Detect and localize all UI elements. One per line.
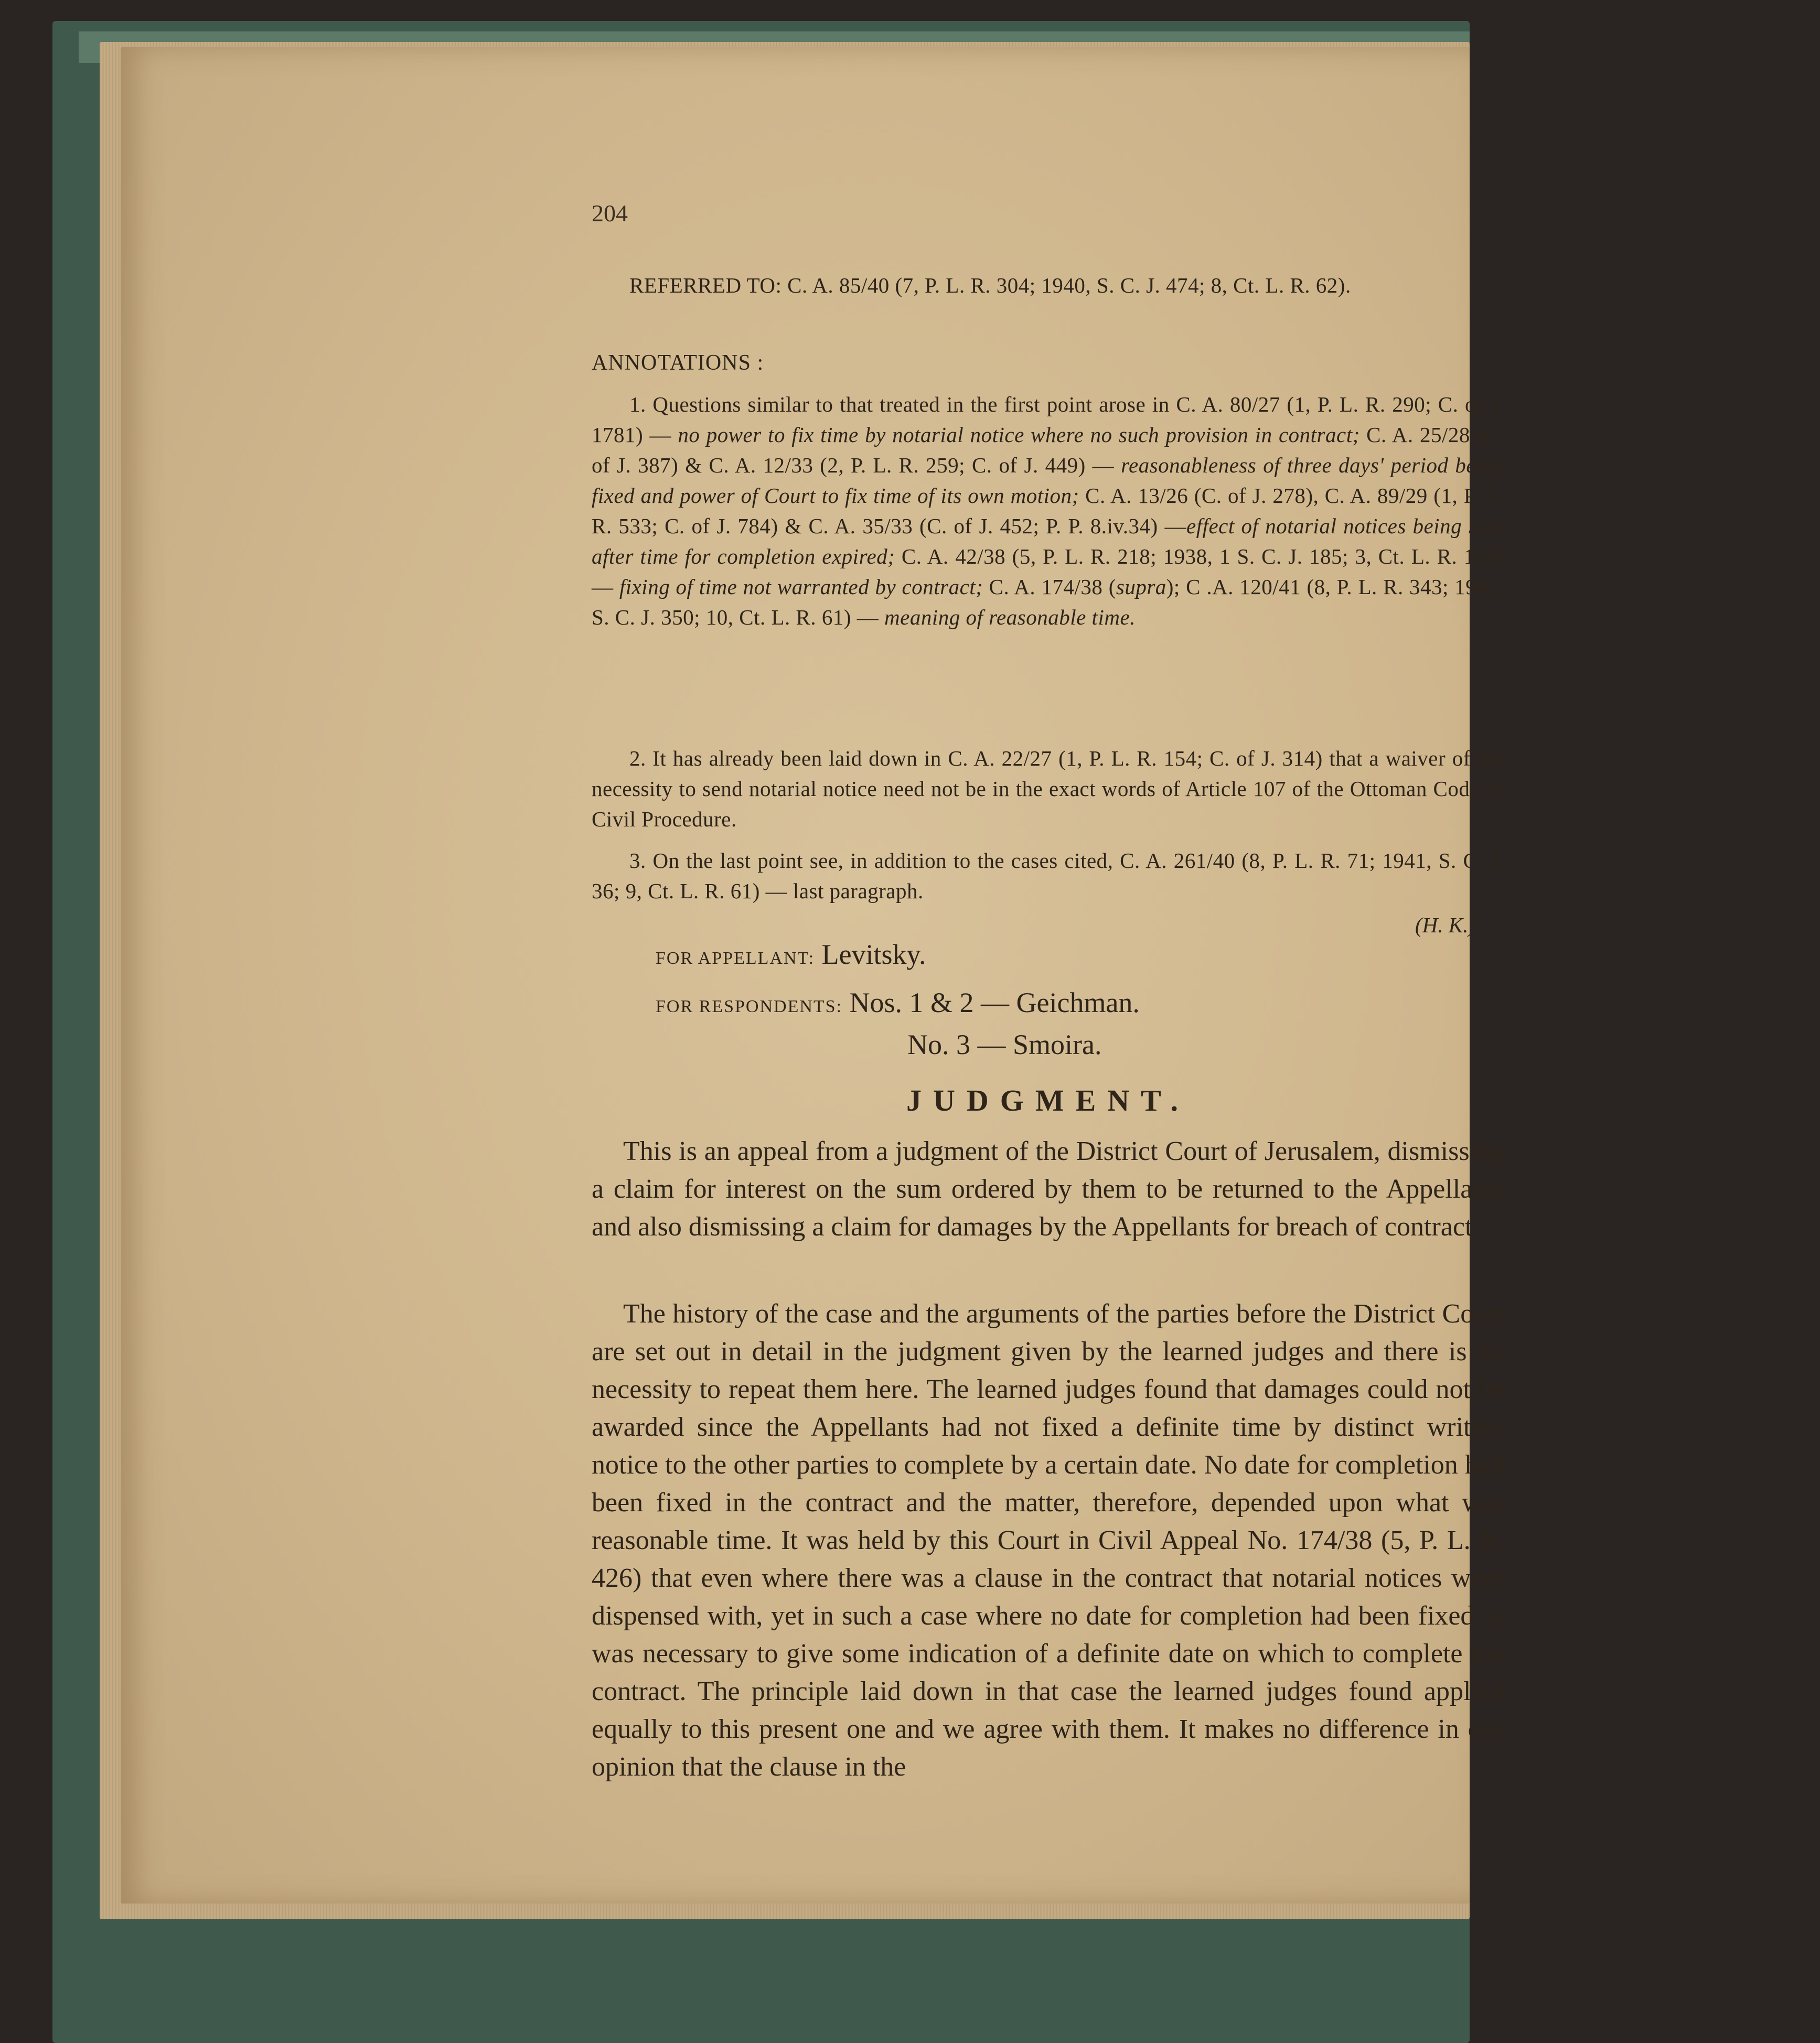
counsel-appellant	[656, 933, 1568, 980]
annotation-1	[592, 389, 1504, 632]
annotation-1-italic: reasonableness of three days' period being fixed and power of Court to fix time of its own motion;	[592, 453, 1505, 508]
annotation-2: 2. It has already been laid down in C. A. 22/27 (1, P. L. R. 154; C. of J. 314) that a waiver of the necessity to send notarial notice need not be in the exact words of Article 107 of the Ottoman Code of Civil Procedure.	[592, 746, 1504, 831]
counsel-appellant-name: Levitsky.	[821, 939, 926, 970]
counsel-respondents-line2: No. 3 — Smoira.	[907, 1029, 1102, 1060]
counsel-respondents	[656, 982, 1568, 1028]
annotation-1-text: ); C .A. 120/41 (8, P. L. R. 343; 1941, S. C. J. 350; 10, Ct. L. R. 61) —	[592, 575, 1504, 629]
page-number: 204	[592, 200, 628, 227]
editor-initials: (H. K.)	[1415, 913, 1475, 937]
book-page	[121, 47, 1505, 1904]
annotation-1-text: C. A. 174/38 (	[983, 575, 1116, 599]
annotation-1-italic: fixing of time not warranted by contract;	[619, 575, 983, 599]
counsel-respondents-label: FOR RESPONDENTS:	[656, 997, 843, 1016]
judgment-paragraph-2: The history of the case and the arguments of the parties before the District Court are set out in detail in the judgment given by the learned judges and there is no necessity to repeat them here. The learned judges found that damages could not be awarded since the Appellants had not fixed a definite time by distinct written notice to the other parties to complete by a certain date. No date for completion had been fixed in the contract and the matter, therefore, depended upon what was reasonable time. It was held by this Court in Civil Appeal No. 174/38 (5, P. L. R. 426) that even where there was a clause in the contract that notarial notices were dispensed with, yet in such a case where no date for completion had been fixed, it was necessary to give some indication of a definite date on which to complete the contract. The principle laid down in that case the learned judges found applied equally to this present one and we agree with them. It makes no difference in our opinion that the clause in the	[592, 1299, 1504, 1782]
annotation-1-text: C. A. 42/38 (5, P. L. R. 218; 1938, 1 S. C. J. 185; 3, Ct. L. R. 165) —	[592, 544, 1504, 599]
annotation-1-italic: meaning of reasonable time.	[884, 605, 1136, 629]
annotations-heading: ANNOTATIONS :	[592, 351, 764, 375]
annotation-1-italic: effect of notarial notices being sent after time for completion expired;	[592, 514, 1504, 568]
annotation-1-text: 1. Questions similar to that treated in the first point arose in C. A. 80/27 (1, P. L. R. 290; C. of J. 1781) —	[592, 392, 1504, 447]
counsel-appellant-label: FOR APPELLANT:	[656, 949, 815, 968]
judgment-heading: JUDGMENT.	[906, 1083, 1190, 1117]
annotation-1-italic: supra	[1116, 575, 1166, 599]
counsel-respondents-line1: Nos. 1 & 2 — Geichman.	[849, 987, 1140, 1018]
annotation-1-text: C. A. 25/28 (C. of J. 387) & C. A. 12/33 (2, P. L. R. 259; C. of J. 449) —	[592, 423, 1505, 477]
annotation-1-text: C. A. 13/26 (C. of J. 278), C. A. 89/29 (1, P. L. R. 533; C. of J. 784) & C. A. 35/33 (C. of J. 452; P. P. 8.iv.34) —	[592, 483, 1504, 538]
annotation-3: 3. On the last point see, in addition to the cases cited, C. A. 261/40 (8, P. L. R. 71; 1941, S. C. J. 36; 9, Ct. L. R. 61) — last paragraph.	[592, 848, 1504, 903]
annotation-1-italic: no power to fix time by notarial notice where no such provision in contract;	[678, 423, 1360, 447]
referred-to: REFERRED TO: C. A. 85/40 (7, P. L. R. 304; 1940, S. C. J. 474; 8, Ct. L. R. 62).	[629, 273, 1351, 297]
judgment-paragraph-1: This is an appeal from a judgment of the District Court of Jerusalem, dismissing a claim for interest on the sum ordered by them to be returned to the Appellants and also dismissing a claim for damages by the Appellants for breach of contract.	[592, 1136, 1504, 1242]
